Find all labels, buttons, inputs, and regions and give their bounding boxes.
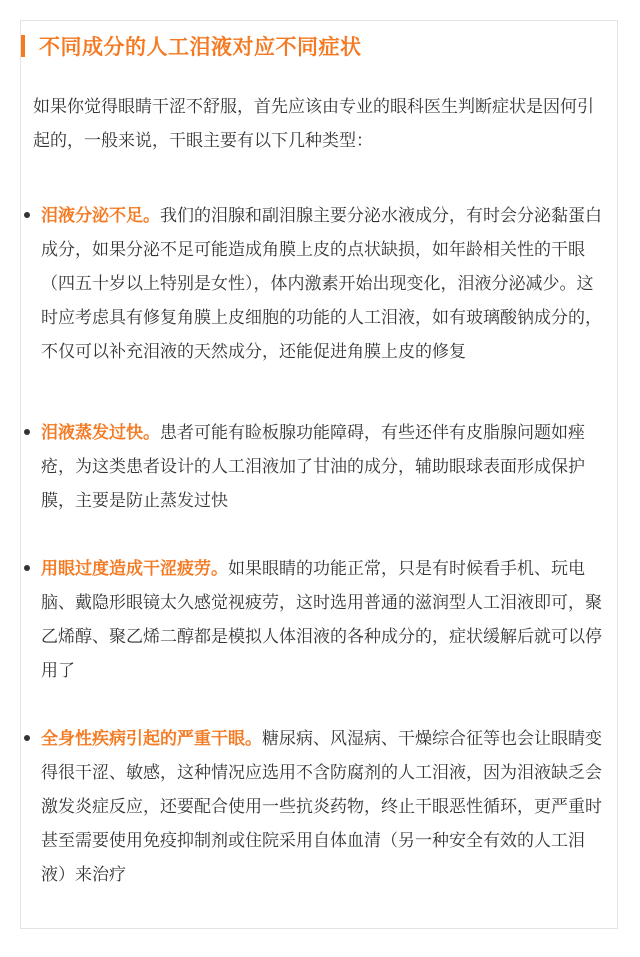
- list-item-body: 如果眼睛的功能正常，只是有时候看手机、玩电脑、戴隐形眼镜太久感觉视疲劳，这时选用普通的滋润型人工泪液即可，聚乙烯醇、聚乙烯二醇都是模拟人体泪液的各种成分的，症状缓解后就可以停用了: [41, 559, 602, 681]
- heading-title: 不同成分的人工泪液对应不同症状: [39, 35, 362, 59]
- list-item-title: 泪液蒸发过快。: [41, 423, 160, 443]
- list-item-text: [41, 416, 605, 518]
- list-item-title: 全身性疾病引起的严重干眼。: [41, 729, 262, 749]
- list-item-text: [41, 552, 605, 688]
- list-item-text: [41, 722, 605, 892]
- list-item-body: 糖尿病、风湿病、干燥综合征等也会让眼睛变得很干涩、敏感，这种情况应选用不含防腐剂的人工泪液，因为泪液缺乏会激发炎症反应，还要配合使用一些抗炎药物，终止干眼恶性循环，更严重时甚至需要使用免疫抑制剂或住院采用自体血清（另一种安全有效的人工泪液）来治疗: [41, 729, 602, 885]
- list-item-title: 用眼过度造成干涩疲劳。: [41, 559, 228, 579]
- section-heading: [21, 31, 362, 61]
- article-card: [20, 20, 618, 929]
- bullet-dot-icon: [24, 735, 30, 741]
- heading-accent-bar: [21, 35, 25, 57]
- bullet-dot-icon: [24, 565, 30, 571]
- intro-paragraph: 如果你觉得眼睛干涩不舒服，首先应该由专业的眼科医生判断症状是因何引起的，一般来说，干眼主要有以下几种类型：: [33, 97, 594, 151]
- list-item-body: 患者可能有睑板腺功能障碍，有些还伴有皮脂腺问题如痤疮，为这类患者设计的人工泪液加了甘油的成分，辅助眼球表面形成保护膜，主要是防止蒸发过快: [41, 423, 585, 511]
- bullet-dot-icon: [24, 212, 30, 218]
- list-item-body: 我们的泪腺和副泪腺主要分泌水液成分，有时会分泌黏蛋白成分，如果分泌不足可能造成角膜上皮的点状缺损，如年龄相关性的干眼（四五十岁以上特别是女性），体内激素开始出现变化，泪液分泌减少。这时应考虑具有修复角膜上皮细胞的功能的人工泪液，如有玻璃酸钠成分的，不仅可以补充泪液的天然成分，还能促进角膜上皮的修复: [41, 206, 602, 362]
- list-item-title: 泪液分泌不足。: [41, 206, 160, 226]
- list-item-text: [41, 199, 605, 369]
- bullet-dot-icon: [24, 429, 30, 435]
